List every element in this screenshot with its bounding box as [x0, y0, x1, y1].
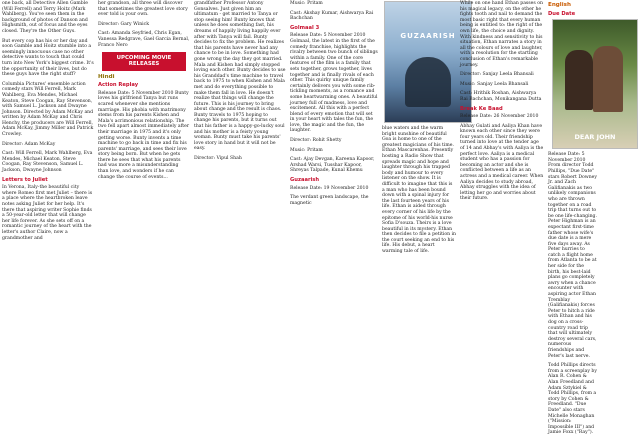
column-5	[380, 0, 458, 416]
movie-poster-title: DEAR JOHN	[574, 132, 616, 141]
action-replay-paragraph: Release Date: 5 November 2010 Bunty loves his girlfriend Tanya but runs scared whenever she mentions marriage. His phobia with matrimony stems from his parents Kishen and Mala's acrimonious relationship. The two fell apart almost immediately after their marriage in 1975 and it's only getting worse. Bunty invents a time machine to go back in time and fix his parents' marriage, and sees their love story being born. But when he gets there he sees that what his parents had was more a misunderstanding than love, and wonders if he can change the course of events...	[98, 90, 190, 180]
guzaarish-poster-title: GUZAARISH	[400, 32, 456, 40]
action-replay-paragraph: grandfather Professor Antony Gonsalves. Just given him an ultimatum - get married to Tanya or stop seeing him! Bunty knows that unless he does something fast, his dreams of happily living happily ever after with Tanya will fail. Bunty decides to fix the problem. He realizes that his parents have never had any chance to be in love. Something had gone wrong the day they got married. Mala and Kishen had simply stopped loving each other. Bunty decides to use his Granddad's time machine to travel back to 1975 to when Kishen and Mala met and do everything possible to make them fall in love. He doesn't realize that things will change the future. This is his journey to bring about change and the result is chaos. Bunty travels to 1975 hoping to change his parents, but it turns out that his father is a happy-go-lucky soul and his mother is a feisty young woman. Bunty must take his parents' love story in hand but it will not be easy.	[194, 1, 286, 152]
break-ke-baad-release-date: Release Date: 26 November 2010	[460, 114, 539, 120]
golmaal-heading: Golmaal 3	[290, 24, 320, 31]
column-4	[288, 0, 380, 416]
due-date-paragraph: Release Date: 5 November 2010 From director Todd Phillips, "Due Date" stars Robert Downey Jr. and Zach Galifianakis as two unlikely companions who are thrown together on a road trip that turns out to be one life-changing. Peter Highman is an expectant first-time father whose wife's due date is a mere five days away. As Peter hurries to catch a flight home from Atlanta to be at her side for the birth, his best-laid plans go completely awry when a chance encounter with aspiring actor Ethan Tremblay (Galifianakis) forces Peter to hitch a ride with Ethan and his dog on a cross-country road trip that will ultimately destroy several cars, numerous friendships and Peter's last nerve.	[548, 152, 597, 359]
action-replay-director: Director: Vipul Shah	[194, 156, 242, 162]
due-date-heading: Due Date	[548, 10, 576, 17]
guzaarish-paragraph: The verdant green landscape, the magnetic	[290, 195, 369, 206]
other-guys-cast: Cast: Will Ferrell, Mark Wahlberg, Eva Mendes, Michael Keaton, Steve Coogan, Ray Stevenson, Samuel L. Jackson, Dwayne Johnson	[2, 151, 93, 174]
column-2	[96, 0, 192, 416]
poster-figure-icon	[565, 50, 593, 110]
column-7	[546, 0, 616, 436]
letters-to-juliet-paragraph: her grandson, all three will discover that sometimes the greatest love story ever told is your own.	[98, 1, 188, 18]
golmaal-paragraph: Release Date: 5 November 2010 Golmaal, the latest in the first of the comedy franchise, highlights the rivalry between two bunch of siblings within a family. One of the core features of the film is a family that sets together, grows together, lives together and is finally rivals of each other. This quirky unique family certainly delivers you with some rib-tickling moments, as a romance and some heartwarming ones. A beautiful journey full of madness, love and excitement. All this with a perfect blend of every emotion that will set in your heart with tales the fun, the love, the magic and the fun, the laughter.	[290, 33, 378, 134]
other-guys-paragraph: one back, all Detective Allen Gamble (Will Ferrell) and Terry Hoitz (Mark Wahlberg). You've seen them in the background of photos of Danson and Highsmith, out of focus and the eyes closed. They're the Other Guys.	[2, 1, 88, 34]
other-guys-director: Director: Adam McKay	[2, 141, 56, 147]
other-guys-paragraph: But every cop has his or her day and soon Gamble and Hoitz stumble into a seemingly innocuous case no other detective wants to touch that could turn into New York's biggest crime. It's the opportunity of their lives, but do these guys have the right stuff?	[2, 38, 94, 78]
letters-to-juliet-cast: Cast: Amanda Seyfried, Chris Egan, Vanessa Redgrave, Gael Garcia Bernal, Franco Nero	[98, 31, 190, 48]
golmaal-cast: Cast: Ajay Devgan, Kareena Kapoor, Arshad Warsi, Tusshar Kapoor, Shreyas Talpade, Kunal Khemu	[290, 157, 375, 174]
poster-figure-icon	[593, 46, 623, 112]
guzaarish-paragraph: While on one hand Ethan passes on his magical legacy, on the other he fights tooth and nail to demand the most basic right that every human being is entitled to: the right of the own life, the choice and dignity. With kindness and sensitivity to his situation, Ethan narrates a story in all the colours of love and laughter, with a resolution for the startling conclusion of Ethan's remarkable journey.	[460, 1, 543, 68]
action-replay-music: Music: Pritam	[290, 1, 323, 6]
action-replay-heading: Action Replay	[98, 82, 139, 89]
poster-figure-icon	[405, 57, 451, 107]
movie-poster-image	[552, 19, 638, 149]
guzaarish-paragraph: blue waters and the warm bright sunshine of beautiful Goa is home to one of the greatest magicians of his time. Ethan Mascarenhas. Presently hosting a Radio Show that spreads magic and hope and laughter through his trapped body and humour to every listener on the show. It is difficult to imagine that this is a man who has been bound down with a spinal injury for the last fourteen years of his life. Ethan is aided through every corner of his life by the epitome of his world-his nurse Sofia D'souza. Theirs is a love beautiful in its mystery. Ethan then decides to file a petition in the court seeking an end to his life. His debut, a heart warming tale of life.	[382, 126, 457, 255]
column-1	[0, 0, 96, 416]
column-6	[458, 0, 546, 416]
letters-to-juliet-director: Director: Gary Winick	[98, 21, 150, 27]
letters-to-juliet-paragraph: In Verona, Italy-the beautiful city where Romeo first met Juliet – there is a place where the heartbroken leave notes asking Juliet for her help. It's there that aspiring writer Sophie finds a 50-year-old letter that will change her life forever. As she sets off on a romantic journey of the heart with the letter's author Claire, now a grandmother and	[2, 185, 93, 241]
action-replay-cast: Cast: Akshay Kumar, Aishwarya Rai Bachchan	[290, 10, 374, 22]
letters-to-juliet-heading: Letters to Juliet	[2, 176, 48, 183]
guzaarish-cast: Cast: Hrithik Roshan, Aishwarya Rai Bachchan, Monikangana Dutta	[460, 91, 542, 102]
golmaal-music: Music: Pritam	[290, 147, 323, 153]
column-3	[192, 0, 288, 416]
guzaarish-music: Music: Sanjay Leela Bhansali	[460, 81, 529, 87]
other-guys-paragraph: Columbia Pictures' ensemble action comedy stars Will Ferrell, Mark Wahlberg, Eva Mendes, Michael Keaton, Steve Coogan, Ray Stevenson, with Samuel L. Jackson and Dwayne Johnson. Directed by Adam McKay and written by Adam McKay and Chris Henchy, the producers are Will Ferrell, Adam McKay, Jimmy Miller and Patrick Crowley.	[2, 81, 94, 138]
due-date-paragraph: Todd Phillips directs from a screenplay by Alan R. Cohen & Alan Freedland and Adam Sztykiel & Todd Phillips, from a story by Cohen & Freedland. "Due Date" also stars Michelle Monaghan ("Mission: Impossible III") and Jamie Foxx ("Ray").	[548, 363, 597, 436]
break-ke-baad-paragraph: Abhay Gulati and Aaliya Khan have known each other since they were four years old. Their friendship turned into love at the tender age of 14 and Abhay's with Aaliya is the perfect love. Aaliya is a medical student who has a passion for becoming an actor and she is conflicted between a life as an actress and a medical career. When Aaliya decides to study abroad, Abhay struggles with the idea of letting her go and worries about their future.	[460, 123, 544, 202]
break-ke-baad-heading: Break Ke Baad	[460, 105, 503, 112]
section-hindi: Hindi	[98, 73, 115, 80]
guzaarish-release-date: Release Date: 19 November 2010	[290, 185, 369, 191]
golmaal-director: Director: Rohit Shetty	[290, 138, 342, 144]
upcoming-releases-banner: UPCOMING MOVIE RELEASES	[102, 52, 186, 70]
guzaarish-director: Director: Sanjay Leela Bhansali	[460, 72, 534, 78]
guzaarish-heading: Guzaarish	[290, 177, 320, 184]
section-english: English	[548, 2, 571, 8]
